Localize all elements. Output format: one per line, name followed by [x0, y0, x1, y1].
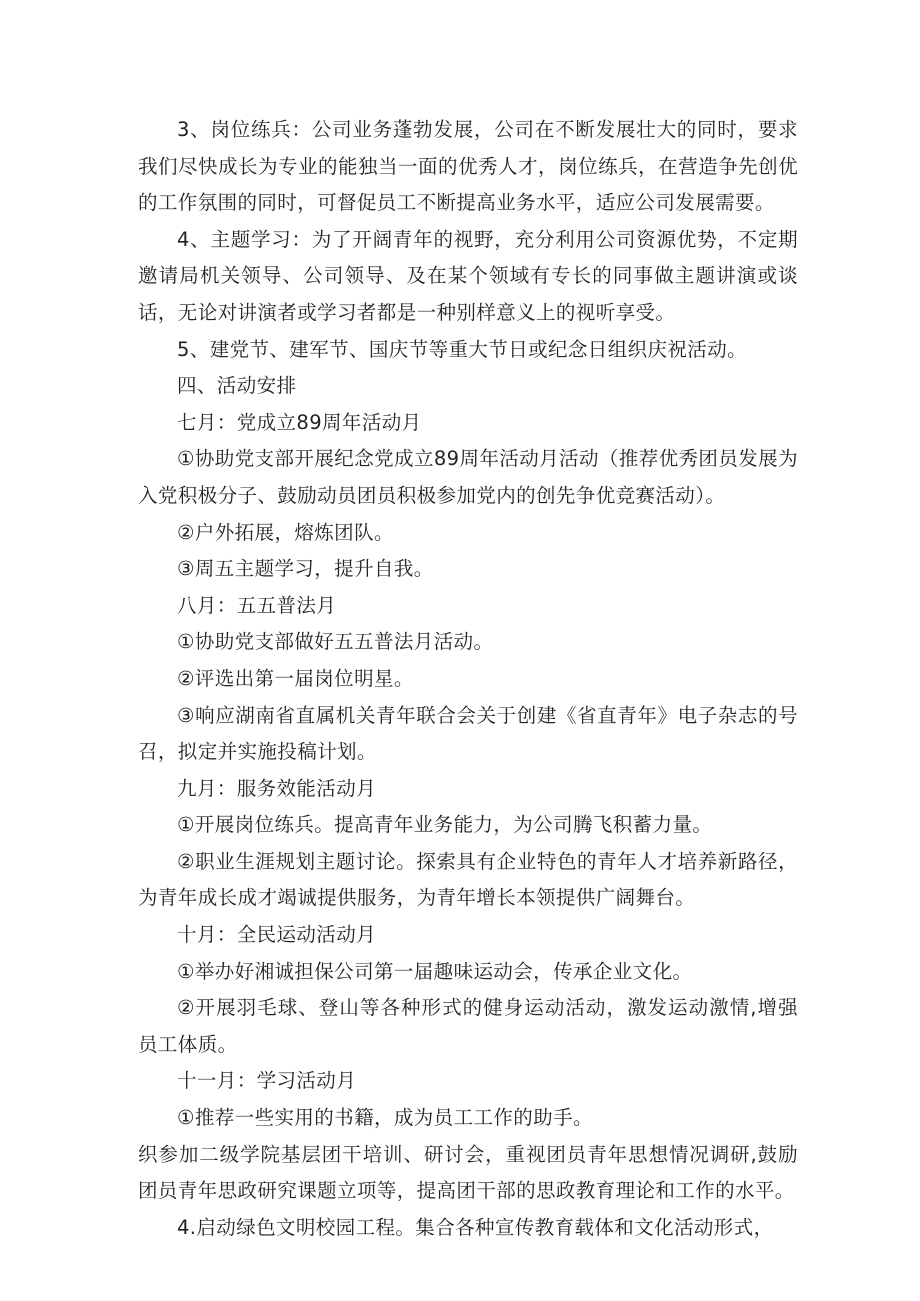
paragraph-item-3-post-training: 3、岗位练兵：公司业务蓬勃发展，公司在不断发展壮大的同时，要求我们尽快成长为专业的能独当一面的优秀人才，岗位练兵，在营造争先创优的工作氛围的同时，可督促员工不断提高业务水平，适应公司发展需要。 [138, 118, 798, 215]
month-heading-august: 八月：五五普法月 [177, 593, 337, 617]
list-item: ①协助党支部做好五五普法月活动。 [177, 630, 494, 654]
list-item: ①开展岗位练兵。提高青年业务能力，为公司腾飞积蓄力量。 [177, 813, 713, 837]
paragraph-green-campus: 4.启动绿色文明校园工程。集合各种宣传教育载体和文化活动形式， [177, 1215, 774, 1239]
list-item: ②户外拓展，熔炼团队。 [177, 520, 394, 544]
paragraph-league-cadre-training: 织参加二级学院基层团干培训、研讨会，重视团员青年思想情况调研,鼓励团员青年思政研究课题立项等，提高团干部的思政教育理论和工作的水平。 [138, 1142, 798, 1203]
list-item: ③周五主题学习，提升自我。 [177, 557, 434, 581]
list-item: ①协助党支部开展纪念党成立89周年活动月活动（推荐优秀团员发展为入党积极分子、鼓励动员团员积极参加党内的创先争优竞赛活动）。 [138, 447, 798, 507]
month-heading-october: 十月：全民运动活动月 [177, 923, 377, 947]
paragraph-item-4-theme-study: 4、主题学习：为了开阔青年的视野，充分利用公司资源优势，不定期邀请局机关领导、公司领导、及在某个领域有专长的同事做主题讲演或谈话，无论对讲演者或学习者都是一种别样意义上的视听享受。 [138, 227, 798, 324]
list-item: ②评选出第一届岗位明星。 [177, 666, 414, 690]
list-item: ②开展羽毛球、登山等各种形式的健身运动活动，激发运动激情,增强员工体质。 [138, 996, 798, 1056]
list-item: ①推荐一些实用的书籍，成为员工工作的助手。 [177, 1106, 593, 1130]
month-heading-november: 十一月：学习活动月 [177, 1069, 357, 1093]
section-heading-activity-schedule: 四、活动安排 [177, 374, 297, 398]
list-item: ③响应湖南省直属机关青年联合会关于创建《省直青年》电子杂志的号召，拟定并实施投稿计划。 [138, 703, 798, 764]
month-heading-september: 九月：服务效能活动月 [177, 776, 377, 800]
month-heading-july: 七月：党成立89周年活动月 [177, 410, 422, 434]
list-item: ①举办好湘诚担保公司第一届趣味运动会，传承企业文化。 [177, 959, 693, 983]
paragraph-item-5-holidays: 5、建党节、建军节、国庆节等重大节日或纪念日组织庆祝活动。 [177, 337, 748, 361]
list-item: ②职业生涯规划主题讨论。探索具有企业特色的青年人才培养新路径，为青年成长成才竭诚提供服务，为青年增长本领提供广阔舞台。 [138, 849, 798, 910]
document-body [138, 112, 798, 1246]
